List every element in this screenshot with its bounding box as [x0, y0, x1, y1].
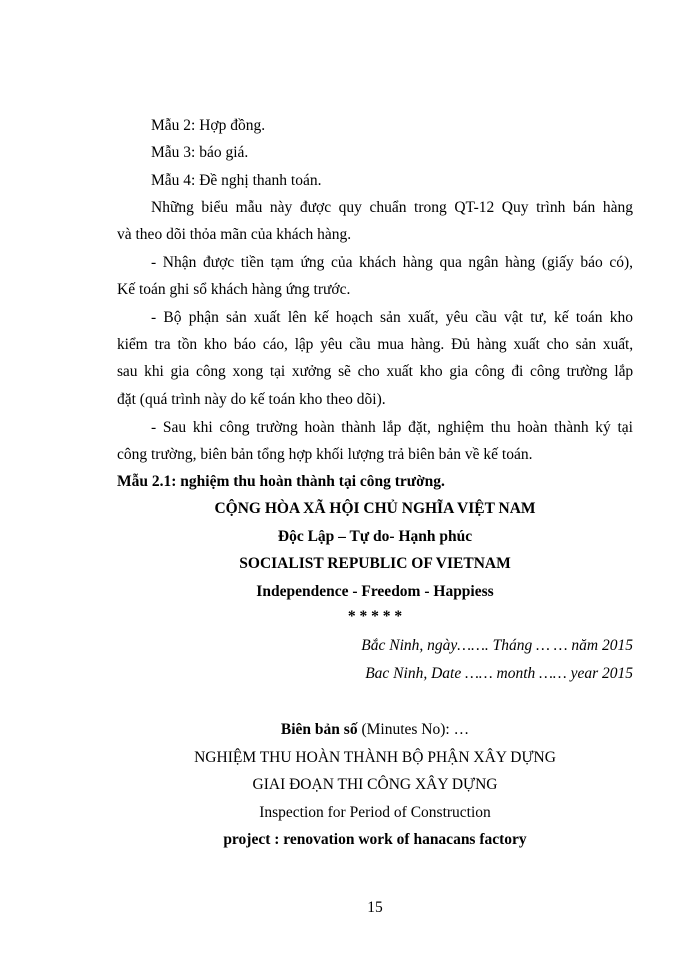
paragraph-2-line-1: - Nhận được tiền tạm ứng của khách hàng qua ngân hàng (giấy báo có),	[151, 254, 633, 271]
national-motto-en: Independence - Freedom - Happiess	[256, 583, 494, 600]
minutes-label: Biên bản số	[280, 721, 358, 738]
paragraph-1-line-2: và theo dõi thỏa mãn của khách hàng.	[117, 226, 352, 243]
form-2-line: Mẫu 2: Hợp đồng.	[151, 117, 266, 134]
date-line-vn: Bắc Ninh, ngày……. Tháng … … năm 2015	[361, 637, 633, 654]
paragraph-2-line-2: Kế toán ghi sổ khách hàng ứng trước.	[117, 281, 351, 298]
paragraph-3-line-3: sau khi gia công xong tại xưởng sẽ cho xuất kho gia công đi công trường lắp	[117, 363, 633, 380]
minutes-title-en: Inspection for Period of Construction	[259, 804, 491, 821]
separator-stars: * * * * *	[347, 608, 403, 625]
minutes-title-vn-1: NGHIỆM THU HOÀN THÀNH BỘ PHẬN XÂY DỰNG	[194, 749, 556, 766]
national-motto-vn: Độc Lập – Tự do- Hạnh phúc	[277, 528, 473, 545]
page-number: 15	[367, 899, 383, 916]
paragraph-1-line-1: Những biểu mẫu này được quy chuẩn trong QT-12 Quy trình bán hàng	[151, 199, 633, 216]
project-name: project : renovation work of hanacans factory	[223, 831, 527, 848]
country-name-en: SOCIALIST REPUBLIC OF VIETNAM	[239, 555, 511, 572]
minutes-number-line	[117, 720, 633, 740]
form-2-1-heading: Mẫu 2.1: nghiệm thu hoàn thành tại công trường.	[117, 473, 445, 490]
minutes-number-en: (Minutes No): …	[357, 721, 470, 738]
minutes-title-vn-2: GIAI ĐOẠN THI CÔNG XÂY DỰNG	[252, 776, 498, 793]
date-line-en: Bac Ninh, Date …… month …… year 2015	[365, 665, 633, 682]
paragraph-3-line-1: - Bộ phận sản xuất lên kế hoạch sản xuất, yêu cầu vật tư, kế toán kho	[151, 309, 633, 326]
paragraph-3-line-2: kiểm tra tồn kho báo cáo, lập yêu cầu mua hàng. Đủ hàng xuất cho sản xuất,	[117, 336, 633, 353]
form-4-line: Mẫu 4: Đề nghị thanh toán.	[151, 172, 322, 189]
paragraph-4-line-1: - Sau khi công trường hoàn thành lắp đặt, nghiệm thu hoàn thành ký tại	[151, 419, 633, 436]
country-name-vn: CỘNG HÒA XÃ HỘI CHỦ NGHĨA VIỆT NAM	[214, 500, 536, 517]
form-3-line: Mẫu 3: báo giá.	[151, 144, 249, 161]
paragraph-4-line-2: công trường, biên bản tổng hợp khối lượng trả biên bản về kế toán.	[117, 446, 533, 463]
paragraph-3-line-4: đặt (quá trình này do kế toán kho theo dõi).	[117, 391, 386, 408]
